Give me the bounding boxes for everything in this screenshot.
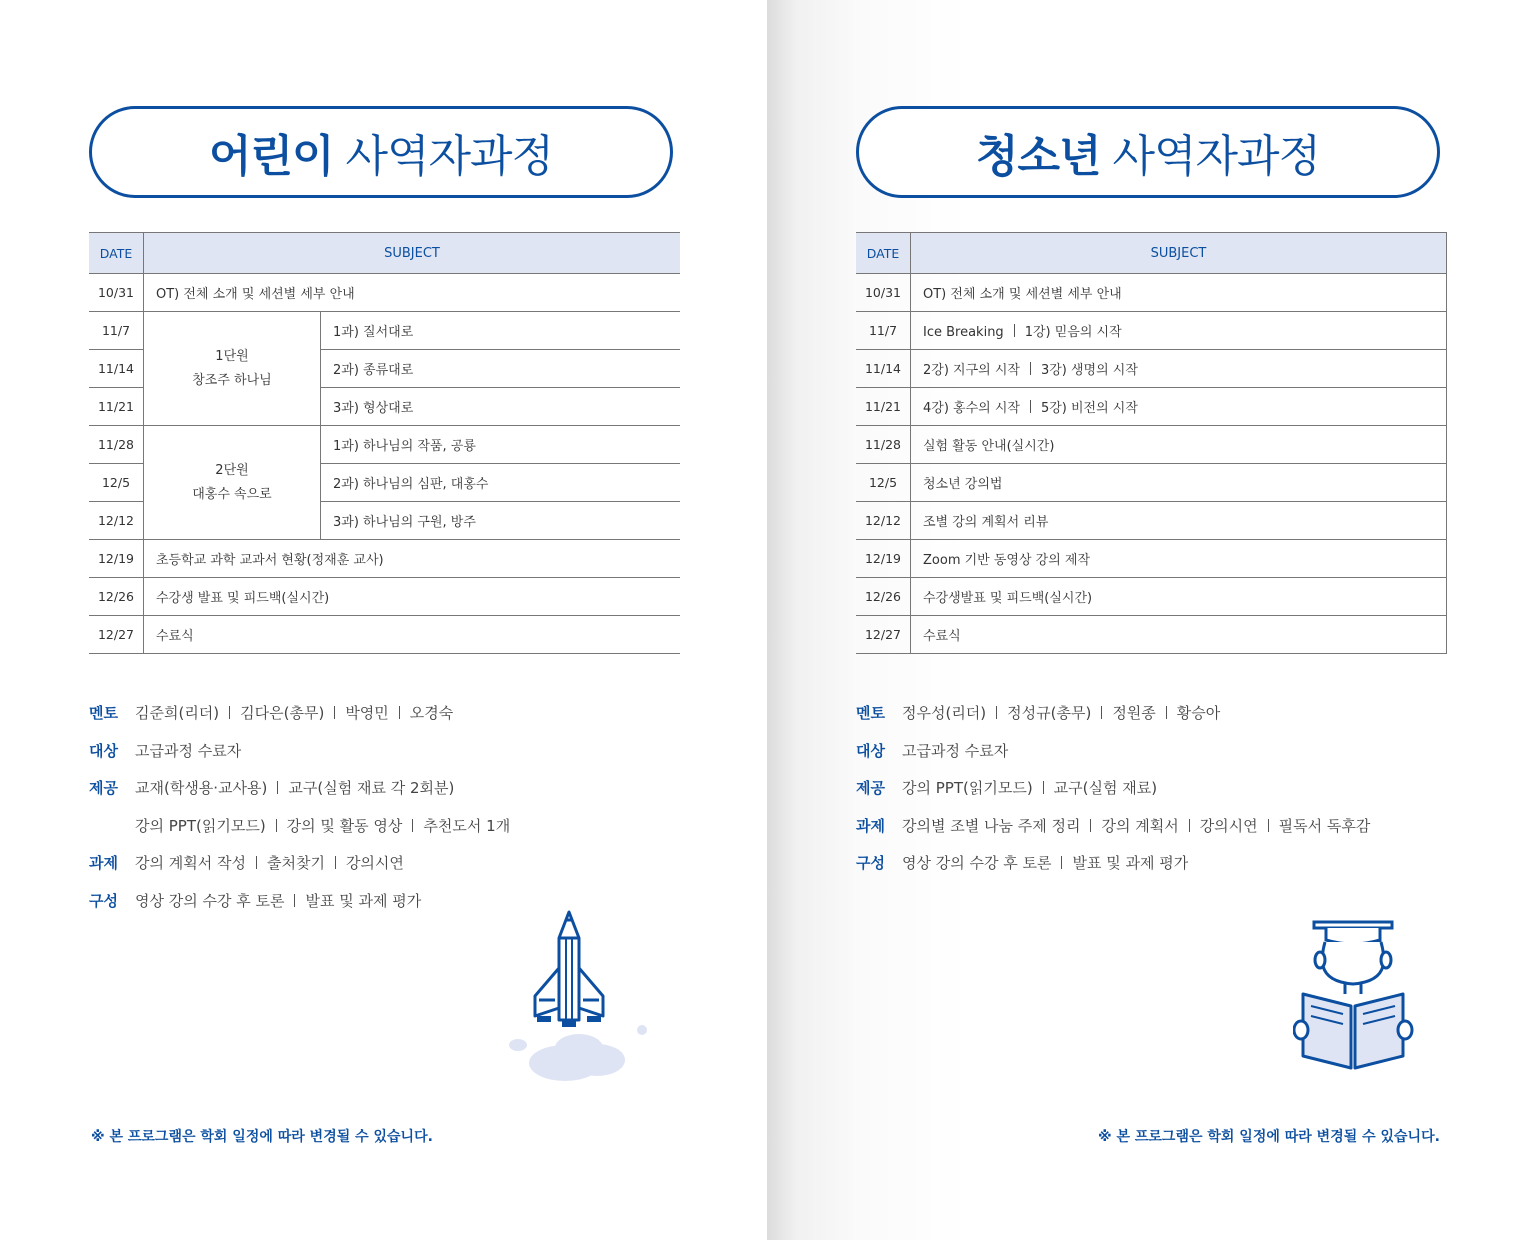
composition-item: 영상 강의 수강 후 토론 [135, 891, 285, 910]
row-subject: OT) 전체 소개 및 세션별 세부 안내 [144, 274, 681, 312]
task-label: 과제 [89, 854, 118, 872]
row-date: 10/31 [856, 274, 911, 312]
table-row [856, 312, 1447, 350]
left-note: ※ 본 프로그램은 학회 일정에 따라 변경될 수 있습니다. [91, 1129, 433, 1145]
table-row [89, 312, 680, 350]
row-date: 11/14 [856, 350, 911, 388]
row-subject: 수료식 [911, 616, 1447, 654]
row-subject-text: 3강) 생명의 시작 [1040, 363, 1138, 378]
mentor-label: 멘토 [856, 704, 885, 722]
target-row [89, 738, 510, 763]
composition-label: 구성 [856, 854, 885, 872]
task-item: 강의시연 [345, 854, 404, 872]
row-subject [911, 312, 1447, 350]
table-row [856, 426, 1447, 464]
date-header: DATE [856, 233, 911, 274]
task-label: 과제 [856, 816, 885, 835]
table-row [89, 540, 680, 578]
row-date: 11/14 [89, 350, 144, 388]
row-date: 12/5 [89, 464, 144, 502]
row-date: 12/12 [856, 502, 911, 540]
task-item: 출처찾기 [266, 854, 325, 872]
row-date: 11/28 [856, 426, 911, 464]
target-label: 대상 [856, 741, 885, 760]
mentor-row [89, 700, 510, 725]
task-item: 필독서 독후감 [1278, 816, 1371, 835]
provide-item: 교구(실험 재료) [1053, 779, 1158, 797]
right-info [856, 700, 1370, 888]
unit-title: 창조주 하나님 [192, 372, 272, 388]
mentor-name: 오경숙 [409, 704, 454, 722]
row-date: 11/21 [856, 388, 911, 426]
right-title-rest: 사역자과정 [1112, 131, 1321, 182]
table-row [89, 578, 680, 616]
composition-label: 구성 [89, 891, 118, 910]
right-schedule-table [856, 232, 1447, 654]
provide-label: 제공 [856, 779, 885, 797]
row-subject: 수강생 발표 및 피드백(실시간) [144, 578, 681, 616]
table-row [89, 426, 680, 464]
subject-header: SUBJECT [144, 233, 681, 274]
row-date: 11/21 [89, 388, 144, 426]
right-title-box [856, 106, 1440, 198]
table-row [89, 274, 680, 312]
row-subject-text: OT) 전체 소개 및 세션별 세부 안내 [923, 287, 1122, 302]
unit-cell [144, 312, 321, 426]
unit-number: 1단원 [215, 348, 249, 364]
row-date: 12/19 [89, 540, 144, 578]
row-subject-text: 4강) 홍수의 시작 [923, 401, 1020, 416]
row-subject: 2과) 하나님의 심판, 대홍수 [321, 464, 681, 502]
student-reading-icon [1293, 918, 1417, 1074]
provide-item: 교재(학생용·교사용) [135, 779, 268, 797]
row-date: 12/12 [89, 502, 144, 540]
composition-item: 발표 및 과제 평가 [305, 891, 422, 910]
table-row [89, 616, 680, 654]
table-header [856, 233, 1447, 274]
composition-row [856, 850, 1370, 875]
left-title-rest: 사역자과정 [345, 131, 554, 182]
right-title-bold: 청소년 [975, 131, 1101, 182]
provide-item: 교구(실험 재료 각 2회분) [288, 779, 455, 797]
row-subject: 실험 활동 안내(실시간) [911, 426, 1447, 464]
mentor-name: 정우성(리더) [902, 704, 987, 722]
left-schedule-table [89, 232, 680, 654]
mentor-name: 정원종 [1112, 704, 1156, 722]
provide-row [856, 775, 1370, 800]
table-row [856, 350, 1447, 388]
task-item: 강의별 조별 나눔 주제 정리 [902, 816, 1081, 835]
composition-item: 발표 및 과제 평가 [1072, 854, 1189, 872]
target-value: 고급과정 수료자 [902, 741, 1009, 760]
table-row [856, 502, 1447, 540]
row-subject: 1과) 하나님의 작품, 공룡 [321, 426, 681, 464]
task-item: 강의 계획서 [1101, 816, 1179, 835]
unit-cell [144, 426, 321, 540]
mentor-name: 박영민 [345, 704, 389, 722]
row-subject: 3과) 형상대로 [321, 388, 681, 426]
mentor-name: 김준희(리더) [135, 704, 220, 722]
row-date: 11/28 [89, 426, 144, 464]
provide-item: 강의 및 활동 영상 [286, 816, 403, 835]
task-item: 강의시연 [1199, 816, 1258, 835]
row-subject-text: 5강) 비전의 시작 [1040, 401, 1138, 416]
left-info [89, 700, 510, 925]
table-row [856, 388, 1447, 426]
right-page [767, 0, 1535, 1240]
mentor-label: 멘토 [89, 704, 118, 722]
task-item: 강의 계획서 작성 [135, 854, 246, 872]
row-subject: 수료식 [144, 616, 681, 654]
row-subject-text: 1강) 믿음의 시작 [1024, 325, 1122, 340]
row-subject-text: Ice Breaking [923, 325, 1004, 340]
composition-row [89, 888, 510, 913]
row-subject: 초등학교 과학 교과서 현황(정재훈 교사) [144, 540, 681, 578]
row-date: 12/26 [89, 578, 144, 616]
mentor-name: 황승아 [1176, 704, 1221, 722]
row-subject: 조별 강의 계획서 리뷰 [911, 502, 1447, 540]
target-row [856, 738, 1370, 763]
table-row [856, 464, 1447, 502]
row-subject: Zoom 기반 동영상 강의 제작 [911, 540, 1447, 578]
row-date: 12/27 [856, 616, 911, 654]
provide-row [89, 775, 510, 800]
table-row [856, 616, 1447, 654]
row-subject [911, 388, 1447, 426]
row-date: 12/27 [89, 616, 144, 654]
rocket-pencil-icon [505, 908, 650, 1088]
row-date: 12/19 [856, 540, 911, 578]
row-subject: 3과) 하나님의 구원, 방주 [321, 502, 681, 540]
row-subject [911, 274, 1447, 312]
right-note: ※ 본 프로그램은 학회 일정에 따라 변경될 수 있습니다. [1098, 1129, 1440, 1145]
row-date: 10/31 [89, 274, 144, 312]
task-row [856, 813, 1370, 838]
task-row [89, 850, 510, 875]
row-date: 12/5 [856, 464, 911, 502]
mentor-name: 김다은(총무) [240, 704, 325, 722]
table-row [856, 578, 1447, 616]
row-subject: 수강생발표 및 피드백(실시간) [911, 578, 1447, 616]
table-row [856, 274, 1447, 312]
provide-item: 강의 PPT(읽기모드) [135, 816, 266, 835]
left-page [0, 0, 767, 1240]
composition-item: 영상 강의 수강 후 토론 [902, 854, 1052, 872]
left-title-box [89, 106, 673, 198]
row-subject: 2과) 종류대로 [321, 350, 681, 388]
mentor-name: 정성규(총무) [1007, 704, 1092, 722]
mentor-row [856, 700, 1370, 725]
provide-item: 강의 PPT(읽기모드) [902, 779, 1033, 797]
date-header: DATE [89, 233, 144, 274]
provide-label: 제공 [89, 779, 118, 797]
row-subject: 청소년 강의법 [911, 464, 1447, 502]
row-subject [911, 350, 1447, 388]
row-subject-text: 2강) 지구의 시작 [923, 363, 1020, 378]
unit-title: 대홍수 속으로 [192, 486, 272, 502]
target-value: 고급과정 수료자 [135, 741, 242, 760]
provide-row-2 [89, 813, 510, 838]
table-header [89, 233, 680, 274]
subject-header: SUBJECT [911, 233, 1447, 274]
row-subject: 1과) 질서대로 [321, 312, 681, 350]
row-date: 11/7 [89, 312, 144, 350]
left-title-bold: 어린이 [208, 131, 334, 182]
row-date: 12/26 [856, 578, 911, 616]
provide-item: 추천도서 1개 [423, 816, 511, 835]
target-label: 대상 [89, 741, 118, 760]
unit-number: 2단원 [215, 462, 249, 478]
table-row [856, 540, 1447, 578]
row-date: 11/7 [856, 312, 911, 350]
